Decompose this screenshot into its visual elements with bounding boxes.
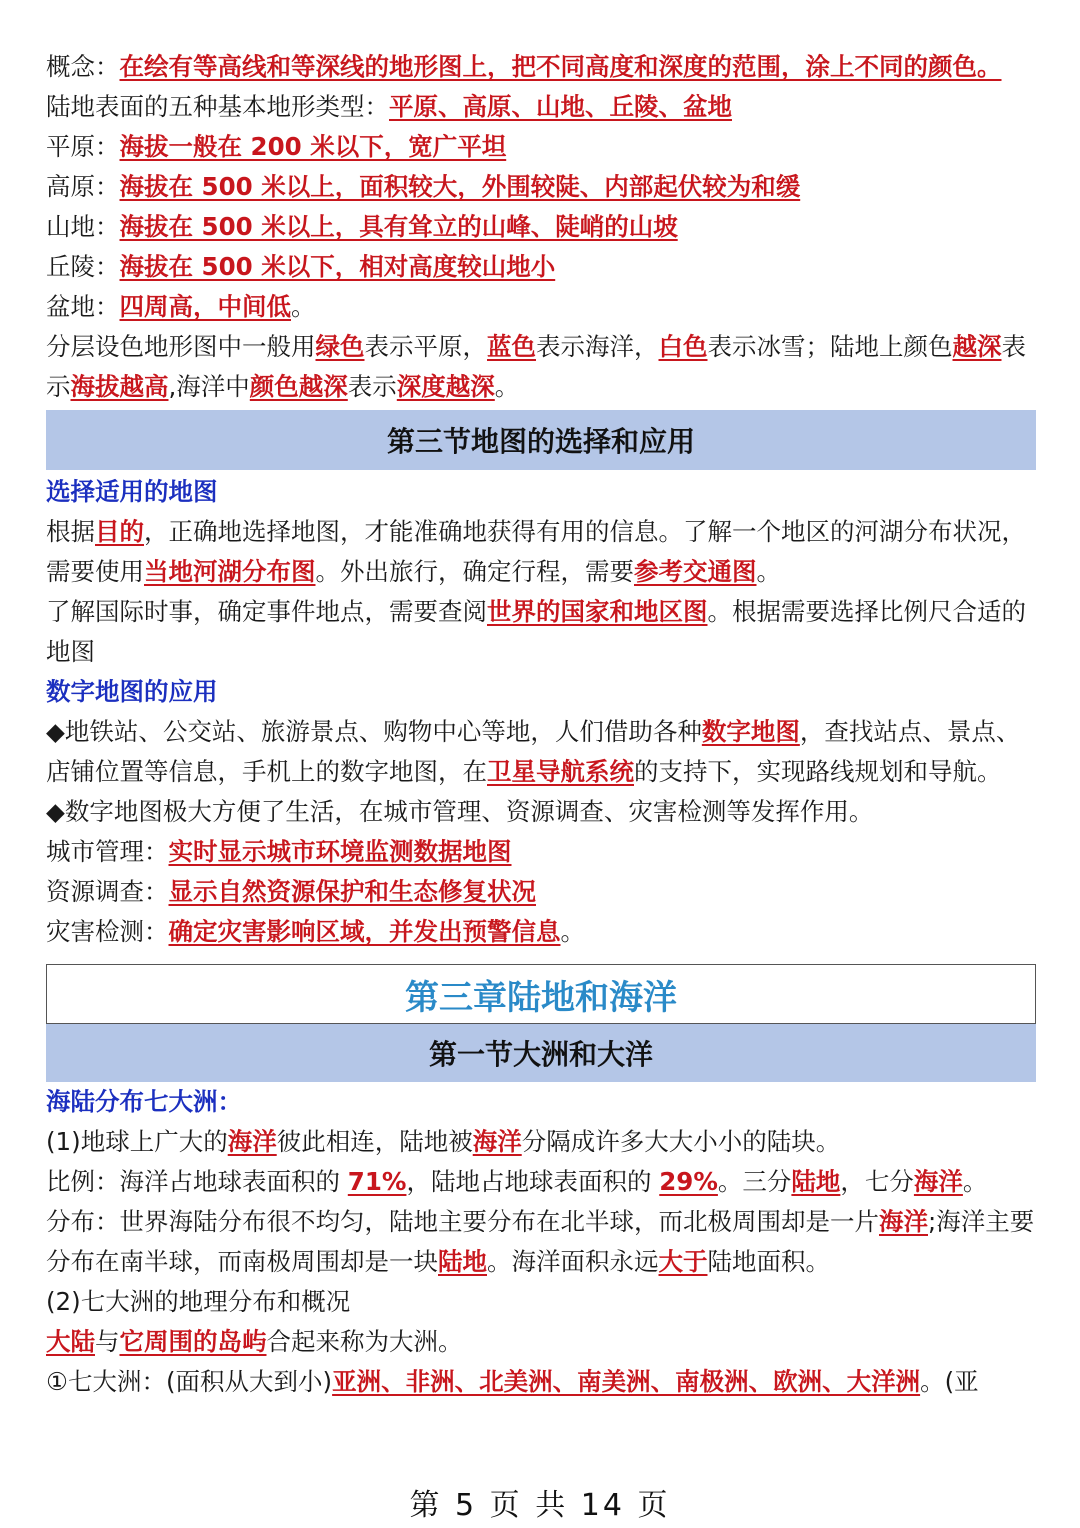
choose-map-heading: 选择适用的地图 — [46, 477, 218, 506]
l6-text-1: ①七大洲：(面积从大到小) — [46, 1367, 333, 1396]
basin-line — [46, 287, 1036, 327]
l6-text-2: 。(亚 — [920, 1367, 979, 1396]
disaster-end: 。 — [560, 917, 585, 946]
p3-text-2: ，查找站点、景点、店铺位置等信息，手机上的数字地图，在 — [46, 717, 1021, 786]
city-value: 实时显示城市环境监测数据地图 — [168, 837, 512, 866]
mountain-line — [46, 207, 1036, 247]
p1-key-purpose: 目的 — [95, 517, 144, 546]
color-text-4: 表示冰雪；陆地上颜色 — [707, 332, 953, 361]
p3-key-digital-map: 数字地图 — [701, 717, 800, 746]
l2-text-5: 。 — [962, 1167, 988, 1196]
concept-line — [46, 47, 1036, 87]
color-text-3: 表示海洋， — [536, 332, 659, 361]
l1-key-ocean-2: 海洋 — [472, 1127, 522, 1156]
color-key-deeper: 越深 — [952, 332, 1002, 361]
basin-label: 盆地： — [46, 292, 120, 321]
layered-color-paragraph — [46, 327, 1036, 407]
l3-text-2: ;海洋主要分布在南半球，而南极周围却是一块 — [46, 1207, 1035, 1276]
l5-key-islands: 它周围的岛屿 — [119, 1327, 267, 1356]
disaster-value: 确定灾害影响区域，并发出预警信息 — [168, 917, 561, 946]
l1-text-1: (1)地球上广大的 — [46, 1127, 228, 1156]
basin-value: 四周高，中间低 — [119, 292, 291, 321]
l3-text-4: 陆地面积。 — [707, 1247, 830, 1276]
disaster-label: 灾害检测： — [46, 917, 169, 946]
p1-text-1: 根据 — [46, 517, 95, 546]
digital-map-heading: 数字地图的应用 — [46, 677, 218, 706]
ocean-percent: 71% — [347, 1167, 407, 1196]
mountain-value: 海拔在 500 米以上，具有耸立的山峰、陡峭的山坡 — [119, 212, 678, 241]
section-heading-continents: 第一节大洲和大洋 — [46, 1024, 1036, 1082]
choose-map-paragraph — [46, 512, 1036, 592]
ocean-connected-line — [46, 1122, 1036, 1162]
world-map-paragraph — [46, 592, 1036, 672]
color-key-depth: 深度越深 — [396, 372, 495, 401]
ratio-line — [46, 1162, 1036, 1202]
concept-value: 在绘有等高线和等深线的地形图上，把不同高度和深度的范围，涂上不同的颜色。 — [119, 52, 1002, 81]
landform-types-line — [46, 87, 1036, 127]
digital-map-uses: ◆数字地图极大方便了生活，在城市管理、资源调查、灾害检测等发挥作用。 — [46, 797, 874, 826]
disaster-detection-line — [46, 912, 1036, 952]
color-key-darker: 颜色越深 — [249, 372, 348, 401]
l2-text-2: ，陆地占地球表面积的 — [406, 1167, 660, 1196]
l2-key-ocean: 海洋 — [913, 1167, 963, 1196]
l3-text-3: 。海洋面积永远 — [487, 1247, 659, 1276]
p3-text-1: ◆地铁站、公交站、旅游景点、购物中心等地，人们借助各种 — [46, 717, 702, 746]
l3-key-ocean: 海洋 — [879, 1207, 928, 1236]
plain-line — [46, 127, 1036, 167]
basin-end: 。 — [291, 292, 316, 321]
color-text-6: ,海洋中 — [168, 372, 250, 401]
l5-text-1: 与 — [95, 1327, 120, 1356]
color-key-green: 绿色 — [315, 332, 365, 361]
landform-types-value: 平原、高原、山地、丘陵、盆地 — [389, 92, 732, 121]
resource-label: 资源调查： — [46, 877, 169, 906]
p2-text-1: 了解国际时事，确定事件地点，需要查阅 — [46, 597, 487, 626]
p3-text-3: 的支持下，实现路线规划和导航。 — [634, 757, 1002, 786]
l5-key-mainland: 大陆 — [46, 1327, 95, 1356]
p2-key-world-map: 世界的国家和地区图 — [487, 597, 708, 626]
plain-label: 平原： — [46, 132, 120, 161]
resource-value: 显示自然资源保护和生态修复状况 — [168, 877, 536, 906]
color-text-5: 表示 — [46, 332, 1026, 401]
p2-text-2: 。根据需要选择比例尺合适的地图 — [46, 597, 1026, 666]
seven-continents-line — [46, 1362, 1036, 1402]
l3-key-land: 陆地 — [438, 1247, 487, 1276]
color-text-1: 分层设色地形图中一般用 — [46, 332, 316, 361]
p1-text-4: 。 — [756, 557, 781, 586]
land-percent: 29% — [659, 1167, 718, 1196]
l2-text-3: 。三分 — [717, 1167, 792, 1196]
l1-key-ocean: 海洋 — [227, 1127, 277, 1156]
page-number: 第 5 页 共 14 页 — [409, 1488, 671, 1523]
l1-text-3: 分隔成许多大大小小的陆块。 — [521, 1127, 841, 1156]
plain-value: 海拔一般在 200 米以下，宽广平坦 — [119, 132, 507, 161]
concept-label: 概念： — [46, 52, 120, 81]
color-text-8: 。 — [494, 372, 520, 401]
l2-text-1: 比例：海洋占地球表面积的 — [46, 1167, 348, 1196]
landform-types-label: 陆地表面的五种基本地形类型： — [46, 92, 389, 121]
mountain-label: 山地： — [46, 212, 120, 241]
land-sea-heading: 海陆分布七大洲： — [46, 1087, 242, 1116]
p1-key-traffic-map: 参考交通图 — [634, 557, 757, 586]
l3-text-1: 分布：世界海陆分布很不均匀，陆地主要分布在北半球，而北极周围却是一片 — [46, 1207, 879, 1236]
distribution-paragraph — [46, 1202, 1036, 1282]
l1-text-2: 彼此相连，陆地被 — [276, 1127, 473, 1156]
l2-key-land: 陆地 — [791, 1167, 841, 1196]
plateau-value: 海拔在 500 米以上，面积较大，外围较陡、内部起伏较为和缓 — [119, 172, 801, 201]
l3-key-greater: 大于 — [658, 1247, 708, 1276]
color-text-7: 表示 — [347, 372, 397, 401]
section-heading: 第三节地图的选择和应用 — [46, 410, 1036, 470]
continents-subheading: (2)七大洲的地理分布和概况 — [46, 1287, 351, 1316]
chapter-title: 第三章陆地和海洋 — [46, 964, 1036, 1024]
plateau-label: 高原： — [46, 172, 120, 201]
hill-label: 丘陵： — [46, 252, 120, 281]
color-key-white: 白色 — [658, 332, 708, 361]
page-content — [46, 47, 1036, 1402]
continent-definition-line — [46, 1322, 1036, 1362]
color-key-higher: 海拔越高 — [70, 372, 169, 401]
p3-key-satellite: 卫星导航系统 — [487, 757, 634, 786]
l2-text-4: ，七分 — [840, 1167, 914, 1196]
p1-text-3: 。外出旅行，确定行程，需要 — [315, 557, 634, 586]
plateau-line — [46, 167, 1036, 207]
color-key-blue: 蓝色 — [487, 332, 536, 361]
hill-value: 海拔在 500 米以下，相对高度较山地小 — [119, 252, 556, 281]
hill-line — [46, 247, 1036, 287]
city-management-line — [46, 832, 1036, 872]
p1-text-2: ，正确地选择地图，才能准确地获得有用的信息。了解一个地区的河湖分布状况，需要使用 — [46, 517, 1026, 586]
l5-text-2: 合起来称为大洲。 — [266, 1327, 463, 1356]
color-text-2: 表示平原， — [364, 332, 487, 361]
digital-map-paragraph — [46, 712, 1036, 792]
city-label: 城市管理： — [46, 837, 169, 866]
p1-key-river-map: 当地河湖分布图 — [144, 557, 316, 586]
resource-survey-line — [46, 872, 1036, 912]
continent-list: 亚洲、非洲、北美洲、南美洲、南极洲、欧洲、大洋洲 — [332, 1367, 921, 1396]
